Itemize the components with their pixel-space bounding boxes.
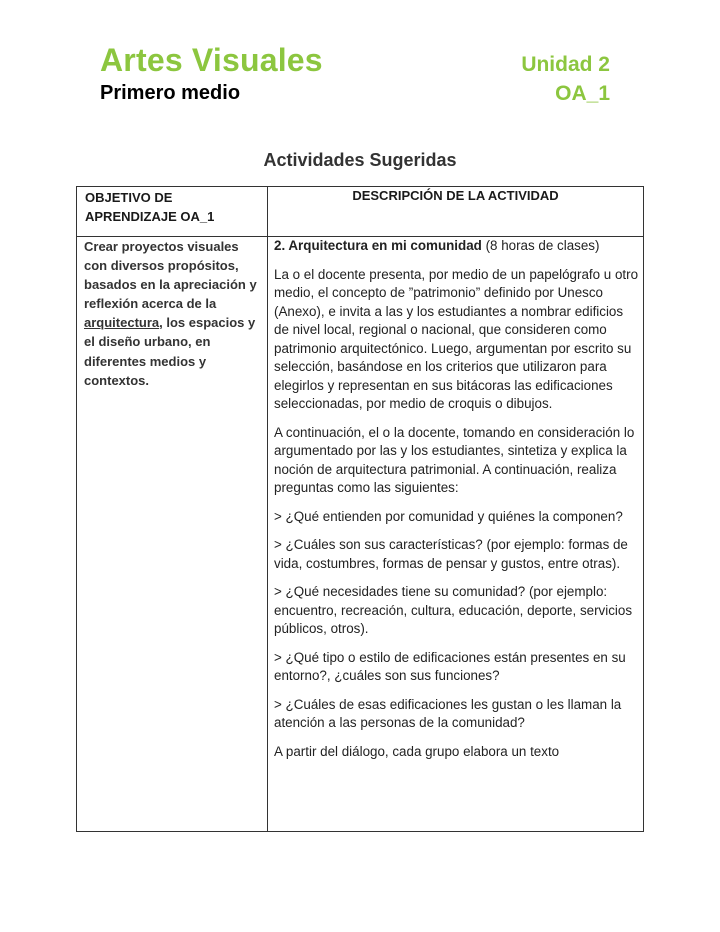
oa-label: OA_1: [555, 82, 610, 105]
section-title: Actividades Sugeridas: [263, 150, 457, 170]
activity-paragraph: A continuación, el o la docente, tomando en consideración lo argumentado por las y los estudiantes, sintetiza y explica la noción de arquitectura patrimonial. A continuación, realiza preguntas como las siguientes:: [274, 424, 635, 495]
description-header: DESCRIPCIÓN DE LA ACTIVIDAD: [268, 187, 644, 237]
table-header-row: [77, 187, 644, 237]
activity-paragraph: La o el docente presenta, por medio de un papelógrafo u otro medio, el concepto de ”patrimonio” definido por Unesco (Anexo), e invita a las y los estudiantes a nombrar edificios de nivel local, regional o nacional, que consideren como patrimonio arquitectónico. Luego, argumentan por escrito su selección, basándose en los criterios que utilizaron para elegirlos y representan en sus bitácoras las edificaciones seleccionadas, por medio de croquis o dibujos.: [274, 266, 639, 411]
activity-question: > ¿Cuáles son sus características? (por ejemplo: formas de vida, costumbres, formas de pensar y gustos, entre otras).: [274, 537, 628, 571]
activity-paragraph: A partir del diálogo, cada grupo elabora un texto: [274, 743, 560, 759]
objective-underlined-term: arquitectura: [84, 315, 160, 331]
description-cell: [268, 237, 644, 832]
level-subtitle: Primero medio: [100, 82, 241, 104]
objective-header: OBJETIVO DE APRENDIZAJE OA_1: [77, 187, 268, 237]
objective-cell: [77, 237, 268, 832]
activities-table: [76, 186, 644, 832]
unit-label: Unidad 2: [521, 53, 610, 76]
subject-title: Artes Visuales: [100, 42, 323, 78]
table-row: [77, 237, 644, 832]
activity-duration: (8 horas de clases): [481, 238, 600, 253]
activity-heading: [274, 237, 639, 256]
activity-question: > ¿Qué necesidades tiene su comunidad? (por ejemplo: encuentro, recreación, cultura, educación, deporte, servicios públicos, otros).: [274, 584, 633, 636]
activity-title: 2. Arquitectura en mi comunidad: [274, 238, 482, 253]
activity-question: > ¿Qué entienden por comunidad y quiénes la componen?: [274, 508, 623, 524]
activity-question: > ¿Cuáles de esas edificaciones les gustan o les llaman la atención a las personas de la comunidad?: [274, 696, 622, 730]
activity-question: > ¿Qué tipo o estilo de edificaciones están presentes en su entorno?, ¿cuáles son sus funciones?: [274, 649, 626, 683]
objective-text-part2: , los espacios y el diseño urbano, en diferentes medios y contextos.: [84, 315, 256, 388]
objective-text-part1: Crear proyectos visuales con diversos propósitos, basados en la apreciación y reflexión acerca de la: [84, 239, 257, 312]
